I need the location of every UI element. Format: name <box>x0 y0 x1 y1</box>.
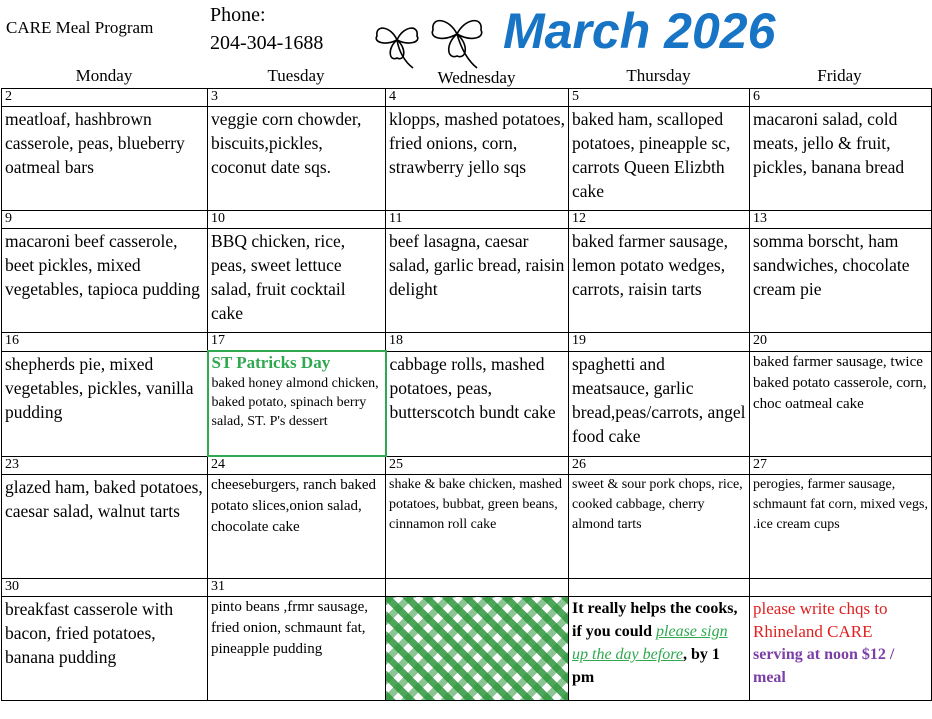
date-cell: 24 <box>208 456 386 475</box>
date-cell: 18 <box>386 333 569 352</box>
date-cell: 5 <box>569 89 750 107</box>
date-cell: 23 <box>2 456 208 475</box>
meal-cell: sweet & sour pork chops, rice, cooked cabbage, cherry almond tarts <box>569 475 750 579</box>
calendar-grid <box>1 88 932 701</box>
program-name: CARE Meal Program <box>6 18 154 37</box>
date-cell: 20 <box>750 333 932 352</box>
date-cell: 30 <box>2 579 208 597</box>
date-cell <box>750 579 932 597</box>
meal-cell: cheeseburgers, ranch baked potato slices,onion salad, chocolate cake <box>208 475 386 579</box>
date-cell: 26 <box>569 456 750 475</box>
meal-cell: shepherds pie, mixed vegetables, pickles, vanilla pudding <box>2 351 208 456</box>
meal-cell: breakfast casserole with bacon, fried potatoes, banana pudding <box>2 597 208 701</box>
meal-cell: baked farmer sausage, twice baked potato casserole, corn, choc oatmeal cake <box>750 351 932 456</box>
date-cell: 25 <box>386 456 569 475</box>
date-cell: 10 <box>208 211 386 229</box>
meal-cell: shake & bake chicken, mashed potatoes, bubbat, green beans, cinnamon roll cake <box>386 475 569 579</box>
help-note-cell <box>569 597 750 701</box>
month-title: March 2026 <box>503 3 776 59</box>
date-cell: 3 <box>208 89 386 107</box>
day-header-friday: Friday <box>817 66 862 85</box>
meal-cell: klopps, mashed potatoes, fried onions, corn, strawberry jello sqs <box>386 107 569 211</box>
meal-cell: baked farmer sausage, lemon potato wedges, carrots, raisin tarts <box>569 229 750 333</box>
date-cell: 12 <box>569 211 750 229</box>
meal-cell: macaroni beef casserole, beet pickles, mixed vegetables, tapioca pudding <box>2 229 208 333</box>
phone-label: Phone: <box>210 4 266 26</box>
meal-cell: cabbage rolls, mashed potatoes, peas, butterscotch bundt cake <box>386 351 569 456</box>
date-cell: 9 <box>2 211 208 229</box>
payment-note: please write chqs to Rhineland CARE <box>753 599 888 641</box>
meal-cell: BBQ chicken, rice, peas, sweet lettuce salad, fruit cocktail cake <box>208 229 386 333</box>
date-cell <box>386 579 569 597</box>
meal-cell: spaghetti and meatsauce, garlic bread,peas/carrots, angel food cake <box>569 351 750 456</box>
meal-text: baked honey almond chicken, baked potato, spinach berry salad, ST. P's dessert <box>211 376 379 429</box>
date-cell: 19 <box>569 333 750 352</box>
gingham-pattern <box>386 597 569 701</box>
sign-up-link[interactable]: please sign up the day before <box>572 623 728 663</box>
meal-cell: macaroni salad, cold meats, jello & fruit, pickles, banana bread <box>750 107 932 211</box>
date-cell: 4 <box>386 89 569 107</box>
date-cell: 6 <box>750 89 932 107</box>
date-cell <box>569 579 750 597</box>
meal-cell: beef lasagna, caesar salad, garlic bread, raisin delight <box>386 229 569 333</box>
serving-price: serving at noon $12 / meal <box>753 646 895 686</box>
st-patricks-cell <box>208 351 386 456</box>
meal-cell: glazed ham, baked potatoes, caesar salad, walnut tarts <box>2 475 208 579</box>
day-header-monday: Monday <box>75 66 133 85</box>
help-deadline: , by 1 pm <box>572 646 720 686</box>
date-cell: 13 <box>750 211 932 229</box>
meal-cell: pinto beans ,frmr sausage, fried onion, schmaunt fat, pineapple pudding <box>208 597 386 701</box>
phone-number: 204-304-1688 <box>210 32 324 54</box>
date-cell: 2 <box>2 89 208 107</box>
st-patricks-title: ST Patricks Day <box>211 353 331 372</box>
meal-cell: meatloaf, hashbrown casserole, peas, blueberry oatmeal bars <box>2 107 208 211</box>
help-note <box>572 597 746 689</box>
date-cell: 11 <box>386 211 569 229</box>
date-cell: 17 <box>208 333 386 352</box>
date-cell: 27 <box>750 456 932 475</box>
day-header-thursday: Thursday <box>626 66 691 85</box>
day-header-tuesday: Tuesday <box>267 66 325 85</box>
day-header-wednesday: Wednesday <box>437 68 516 87</box>
help-text: It really helps the cooks, if you could <box>572 600 738 640</box>
date-cell: 31 <box>208 579 386 597</box>
meal-cell: somma borscht, ham sandwiches, chocolate cream pie <box>750 229 932 333</box>
meal-cell: baked ham, scalloped potatoes, pineapple sc, carrots Queen Elizbth cake <box>569 107 750 211</box>
date-cell: 16 <box>2 333 208 352</box>
meal-cell: perogies, farmer sausage, schmaunt fat corn, mixed vegs, .ice cream cups <box>750 475 932 579</box>
payment-note-cell <box>750 597 932 701</box>
meal-cell: veggie corn chowder, biscuits,pickles, coconut date sqs. <box>208 107 386 211</box>
shamrock-icon <box>365 6 500 76</box>
